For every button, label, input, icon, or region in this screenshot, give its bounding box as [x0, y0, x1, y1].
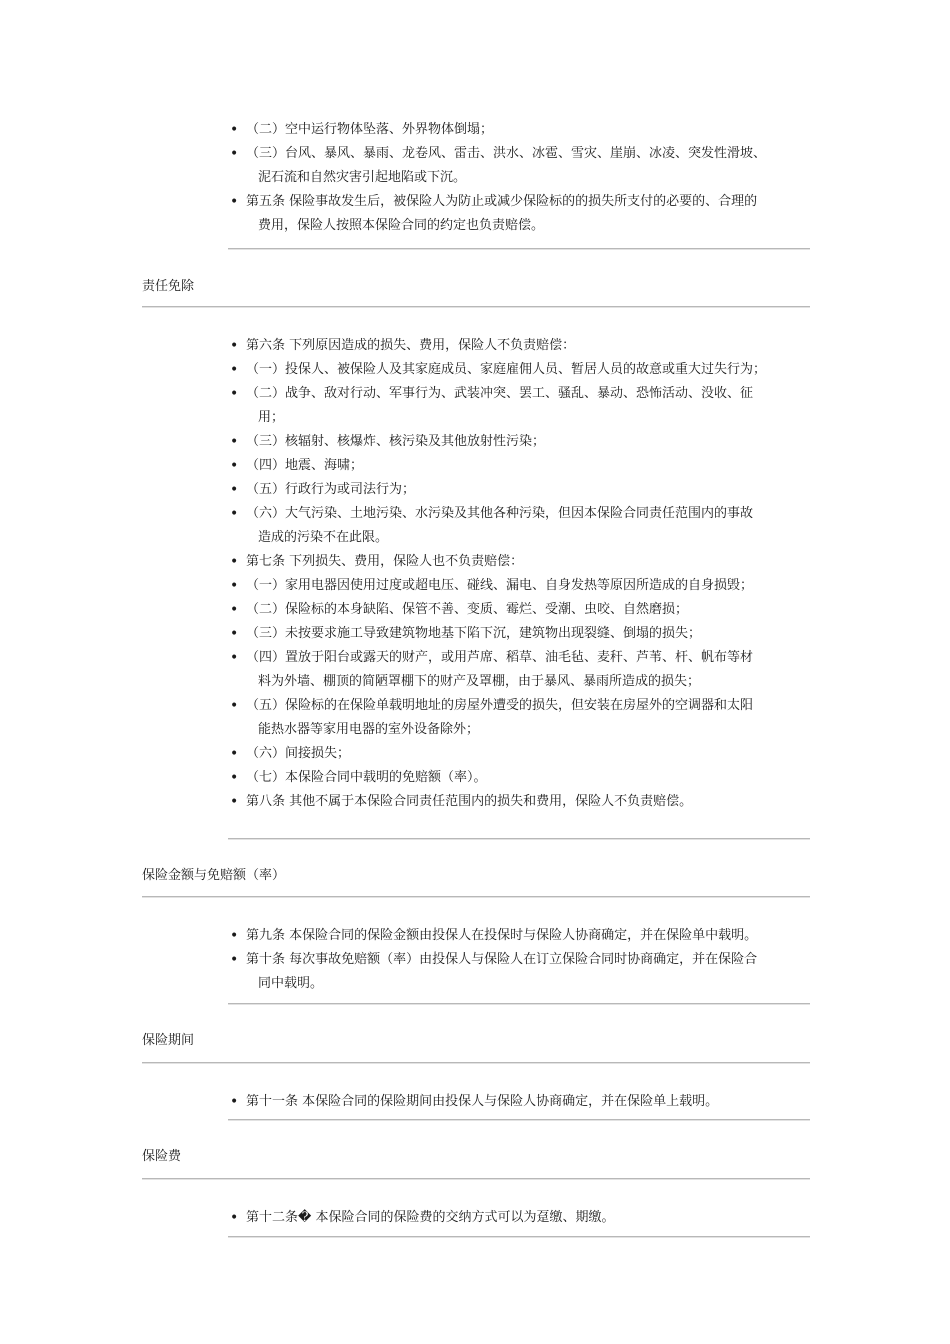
- list-item: • 第十一条 本保险合同的保险期间由投保人与保险人协商确定，并在保险单上载明。: [228, 1090, 810, 1114]
- list-item: • （一）家用电器因使用过度或超电压、碰线、漏电、自身发热等原因所造成的自身损毁；: [228, 574, 810, 598]
- list-item: • 第五条 保险事故发生后，被保险人为防止或减少保险标的的损失所支付的必要的、合理的 费用，保险人按照本保险合同的约定也负责赔偿。: [228, 190, 810, 238]
- divider: [228, 1003, 810, 1005]
- section-heading-exclusions: 责任免除: [142, 279, 195, 294]
- list-item: • （二）保险标的本身缺陷、保管不善、变质、霉烂、受潮、虫咬、自然磨损；: [228, 598, 810, 622]
- list-item: • （六）间接损失；: [228, 742, 810, 766]
- divider: [228, 1236, 810, 1238]
- clause-list-exclusions: [228, 334, 810, 814]
- section-heading-premium: 保险费: [142, 1149, 182, 1164]
- list-item: • （二）空中运行物体坠落、外界物体倒塌；: [228, 118, 810, 142]
- list-item: • （四）置放于阳台或露天的财产，或用芦席、稻草、油毛毡、麦秆、芦苇、杆、帆布等材 料为外墙、棚顶的简陋罩棚下的财产及罩棚，由于暴风、暴雨所造成的损失；: [228, 646, 810, 694]
- list-item: • （三）核辐射、核爆炸、核污染及其他放射性污染；: [228, 430, 810, 454]
- divider: [142, 1062, 810, 1064]
- list-item: • 第九条 本保险合同的保险金额由投保人在投保时与保险人协商确定，并在保险单中载明。: [228, 924, 810, 948]
- list-item: • （七）本保险合同中载明的免赔额（率）。: [228, 766, 810, 790]
- divider: [142, 306, 810, 308]
- divider: [142, 1178, 810, 1180]
- clause-list-premium: [228, 1206, 810, 1230]
- section-heading-period: 保险期间: [142, 1033, 195, 1048]
- list-item: • 第十条 每次事故免赔额（率）由投保人与保险人在订立保险合同时协商确定，并在保险合 同中载明。: [228, 948, 810, 996]
- list-item: • 第八条 其他不属于本保险合同责任范围内的损失和费用，保险人不负责赔偿。: [228, 790, 810, 814]
- list-item: • （三）台风、暴风、暴雨、龙卷风、雷击、洪水、冰雹、雪灾、崖崩、冰凌、突发性滑坡、 泥石流和自然灾害引起地陷或下沉。: [228, 142, 810, 190]
- list-item: • （五）行政行为或司法行为；: [228, 478, 810, 502]
- list-item: • （一）投保人、被保险人及其家庭成员、家庭雇佣人员、暂居人员的故意或重大过失行为；: [228, 358, 810, 382]
- list-item: • （二）战争、敌对行动、军事行为、武装冲突、罢工、骚乱、暴动、恐怖活动、没收、征 用；: [228, 382, 810, 430]
- divider: [228, 1119, 810, 1121]
- clause-list-sum-insured: [228, 924, 810, 996]
- divider: [142, 896, 810, 898]
- list-item: • 第七条 下列损失、费用，保险人也不负责赔偿：: [228, 550, 810, 574]
- divider: [228, 838, 810, 840]
- list-item: • （五）保险标的在保险单载明地址的房屋外遭受的损失，但安装在房屋外的空调器和太阳 能热水器等家用电器的室外设备除外；: [228, 694, 810, 742]
- clause-list-coverage: [228, 118, 810, 238]
- clause-list-period: [228, 1090, 810, 1114]
- list-item: • 第六条 下列原因造成的损失、费用，保险人不负责赔偿：: [228, 334, 810, 358]
- list-item: • （三）未按要求施工导致建筑物地基下陷下沉，建筑物出现裂缝、倒塌的损失；: [228, 622, 810, 646]
- list-item: • 第十二条� 本保险合同的保险费的交纳方式可以为趸缴、期缴。: [228, 1206, 810, 1230]
- divider: [228, 248, 810, 250]
- section-heading-sum-insured: 保险金额与免赔额（率）: [142, 868, 286, 883]
- list-item: • （四）地震、海啸；: [228, 454, 810, 478]
- list-item: • （六）大气污染、土地污染、水污染及其他各种污染，但因本保险合同责任范围内的事故 造成的污染不在此限。: [228, 502, 810, 550]
